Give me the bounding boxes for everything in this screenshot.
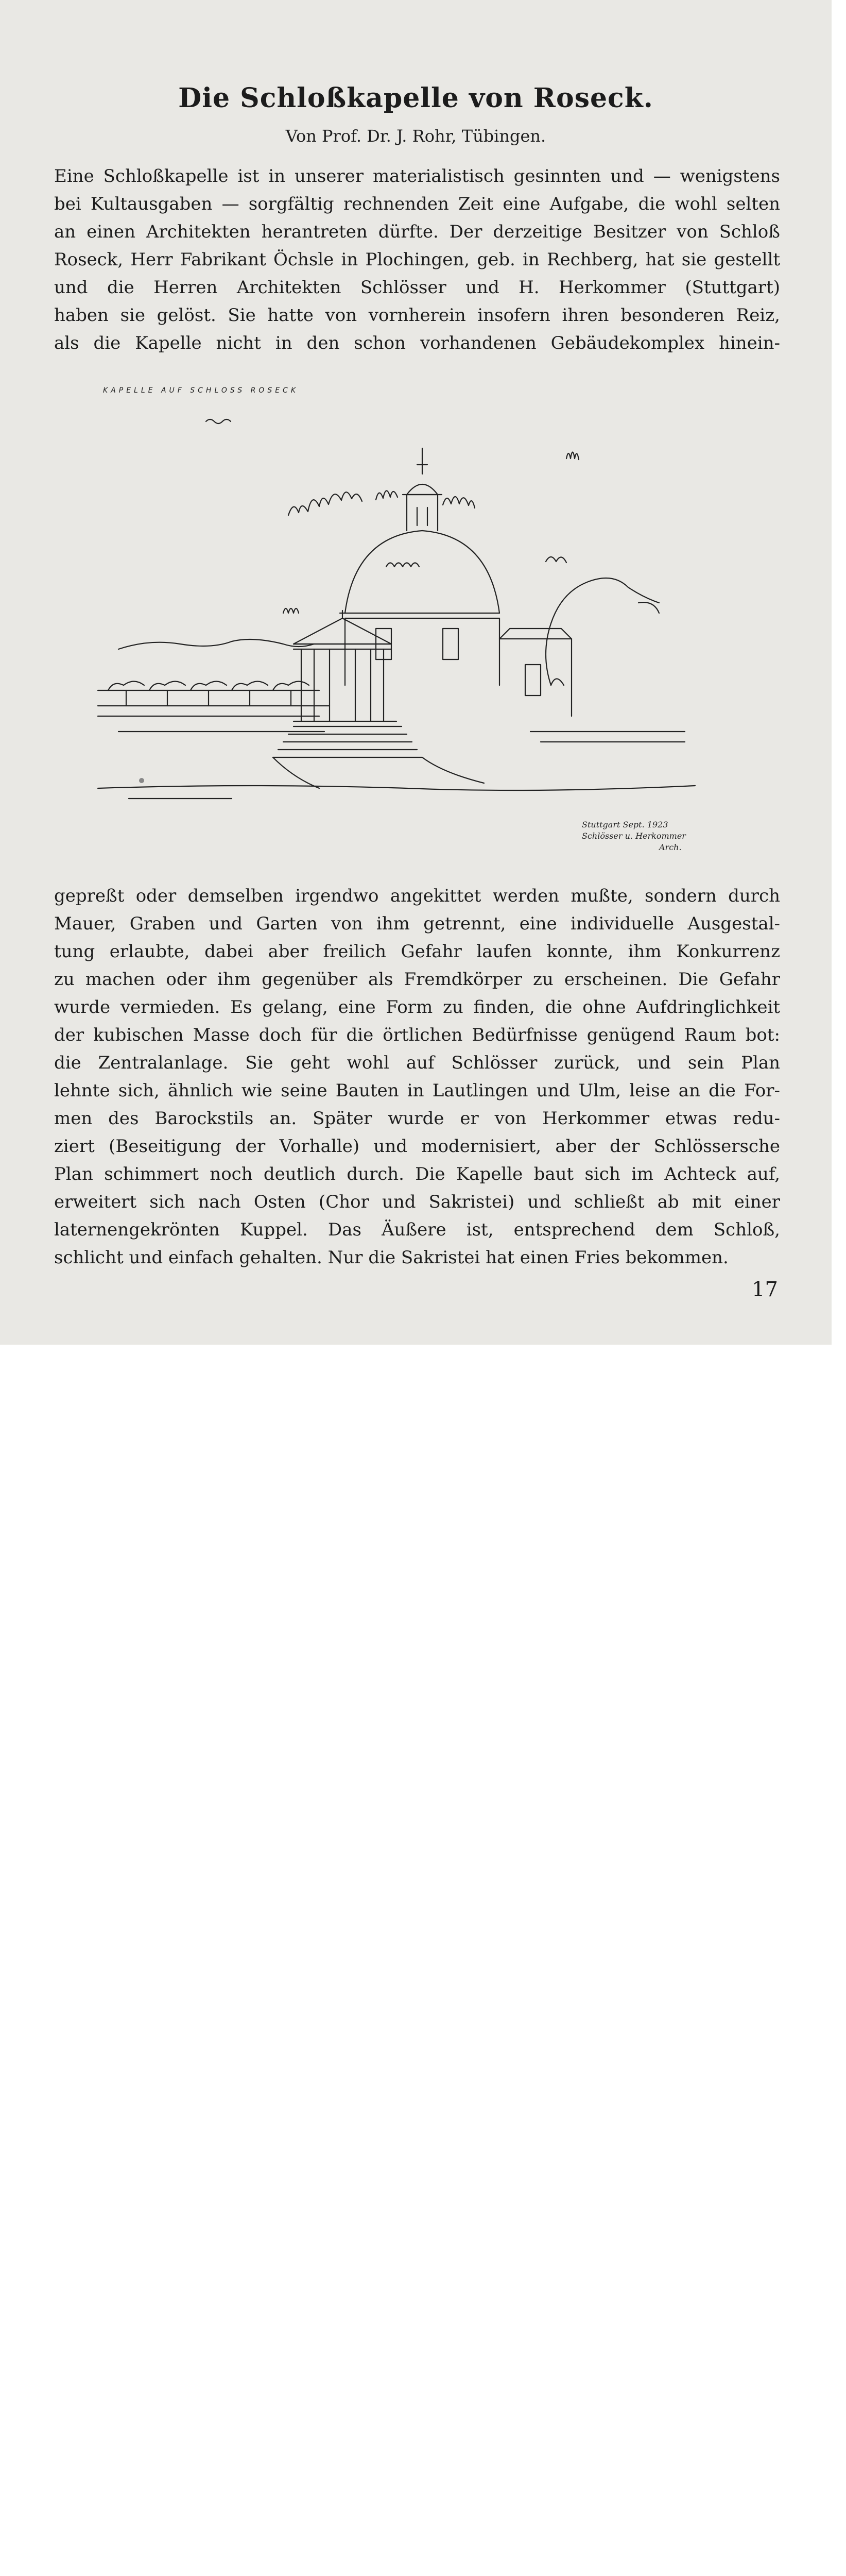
text-line: gepreßt oder demselben irgendwo angekittet werden mußte, sondern durch: [54, 886, 780, 906]
artist-signature: [582, 819, 686, 853]
scan-dust-mark: [139, 778, 144, 783]
text-line: tung erlaubte, dabei aber freilich Gefahr laufen konnte, ihm Konkurrenz: [54, 941, 780, 962]
text-line: Plan schimmert noch deutlich durch. Die Kapelle baut sich im Achteck auf,: [54, 1164, 780, 1184]
text-line: und die Herren Architekten Schlösser und H. Herkommer (Stuttgart): [54, 277, 780, 298]
text-line: haben sie gelöst. Sie hatte von vornherein insofern ihren besonderen Reiz,: [54, 305, 780, 326]
text-line: Roseck, Herr Fabrikant Öchsle in Plochingen, geb. in Rechberg, hat sie gestellt: [54, 249, 780, 270]
article-title: Die Schloßkapelle von Roseck.: [178, 82, 653, 114]
chapel-sketch: [88, 397, 757, 819]
signature-line: Stuttgart Sept. 1923: [582, 820, 668, 829]
text-line: schlicht und einfach gehalten. Nur die Sakristei hat einen Fries bekommen.: [54, 1247, 729, 1268]
text-line: lehnte sich, ähnlich wie seine Bauten in Lautlingen und Ulm, leise an die For-: [54, 1080, 780, 1101]
signature-line: Arch.: [659, 842, 682, 852]
text-line: erweitert sich nach Osten (Chor und Sakristei) und schließt ab mit einer: [54, 1192, 780, 1212]
text-line: Eine Schloßkapelle ist in unserer materialistisch gesinnten und — wenigstens: [54, 166, 780, 187]
text-line: wurde vermieden. Es gelang, eine Form zu finden, die ohne Aufdringlichkeit: [54, 997, 780, 1018]
figure-caption: KAPELLE AUF SCHLOSS ROSECK: [103, 386, 299, 395]
text-line: men des Barockstils an. Später wurde er von Herkommer etwas redu-: [54, 1108, 780, 1129]
paragraph-2: [54, 882, 780, 1272]
signature-line: Schlösser u. Herkommer: [582, 831, 686, 841]
text-line: Mauer, Graben und Garten von ihm getrennt, eine individuelle Ausgestal-: [54, 913, 780, 934]
text-line: zu machen oder ihm gegenüber als Fremdkörper zu erscheinen. Die Gefahr: [54, 969, 780, 990]
article-byline: Von Prof. Dr. J. Rohr, Tübingen.: [285, 126, 546, 146]
page-number: 17: [752, 1278, 778, 1301]
paragraph-1: [54, 162, 780, 357]
text-line: die Zentralanlage. Sie geht wohl auf Schlösser zurück, und sein Plan: [54, 1053, 780, 1073]
text-line: ziert (Beseitigung der Vorhalle) und modernisiert, aber der Schlössersche: [54, 1136, 780, 1157]
text-line: der kubischen Masse doch für die örtlichen Bedürfnisse genügend Raum bot:: [54, 1025, 780, 1045]
text-line: laternengekrönten Kuppel. Das Äußere ist, entsprechend dem Schloß,: [54, 1219, 780, 1240]
text-line: bei Kultausgaben — sorgfältig rechnenden Zeit eine Aufgabe, die wohl selten: [54, 194, 780, 214]
text-line: als die Kapelle nicht in den schon vorhandenen Gebäudekomplex hinein-: [54, 333, 780, 353]
text-line: an einen Architekten herantreten dürfte. Der derzeitige Besitzer von Schloß: [54, 222, 780, 242]
digitization-footer: [0, 1345, 846, 1386]
